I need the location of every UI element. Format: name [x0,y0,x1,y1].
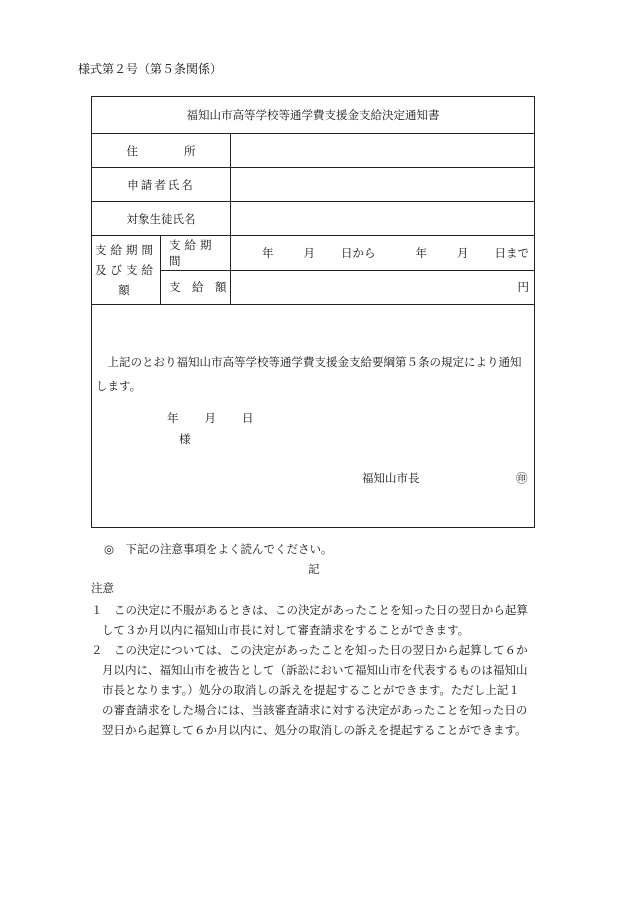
recipient-honorific: 様 [179,432,191,446]
caution-note: ◎ 下記の注意事項をよく読んでください。 [104,542,333,556]
form-title: 福知山市高等学校等通学費支援金支給決定通知書 [92,97,535,134]
date-day: 日 [242,411,254,425]
period-end-month: 月 [457,245,469,260]
address-value-cell[interactable] [231,134,535,168]
student-name-value-cell[interactable] [231,202,535,236]
note-item-1 [91,600,531,640]
period-label: 支給期間 [161,236,231,271]
amount-value-cell[interactable] [231,270,535,305]
notification-form-table [91,96,535,528]
note-number: １ [91,603,103,617]
date-month: 月 [204,411,216,425]
form-number-label: 様式第２号（第５条関係） [78,62,223,76]
group-label-line-3: 額 [118,283,134,297]
note-item-2 [91,640,531,740]
amount-unit: 円 [517,280,530,295]
note-text: この決定については、この決定があったことを知った日の翌日から起算して６か月以内に、福知山市を被告として（訴訟において福知山市を代表するものは福知山市長となります。）処分の取消しの訴えを提起することができます。ただし上記１の審査請求をした場合には、当該審査請求に対する決定があったことを知った日の翌日から起算して６か月以内に、処分の取消しの訴えを提起することができます。 [102,643,528,737]
group-label-line-1: 支給期間 [95,243,157,257]
notice-date [167,410,254,426]
period-value-cell[interactable] [231,236,535,271]
notice-body-cell [92,305,535,528]
period-amount-group-label [92,236,161,305]
amount-label: 支 給 額 [161,270,231,305]
mayor-name: 福知山市長 [362,471,420,485]
address-label [92,134,231,168]
period-end-day: 日まで [494,245,530,260]
note-number: ２ [91,643,103,657]
date-year: 年 [167,411,179,425]
group-label-line-2: 及び支給 [95,263,157,277]
notes-title: 注意 [91,581,114,595]
period-start-year: 年 [262,245,274,260]
applicant-name-label: 申請者氏名 [92,168,231,202]
notice-text: 上記のとおり福知山市高等学校等通学費支援金支給要綱第５条の規定により通知します。 [96,355,522,393]
student-name-label: 対象生徒氏名 [92,202,231,236]
period-end-year: 年 [415,245,428,260]
period-start-month: 月 [303,245,316,260]
ki-heading: 記 [308,562,320,576]
applicant-name-value-cell[interactable] [231,168,535,202]
seal-mark: ㊞ [516,471,528,485]
address-label-a: 住 [126,143,138,158]
period-start-day: 日から [341,245,376,260]
address-label-b: 所 [184,143,196,158]
note-text: この決定に不服があるときは、この決定があったことを知った日の翌日から起算して３か月以内に福知山市長に対して審査請求をすることができます。 [102,603,528,637]
